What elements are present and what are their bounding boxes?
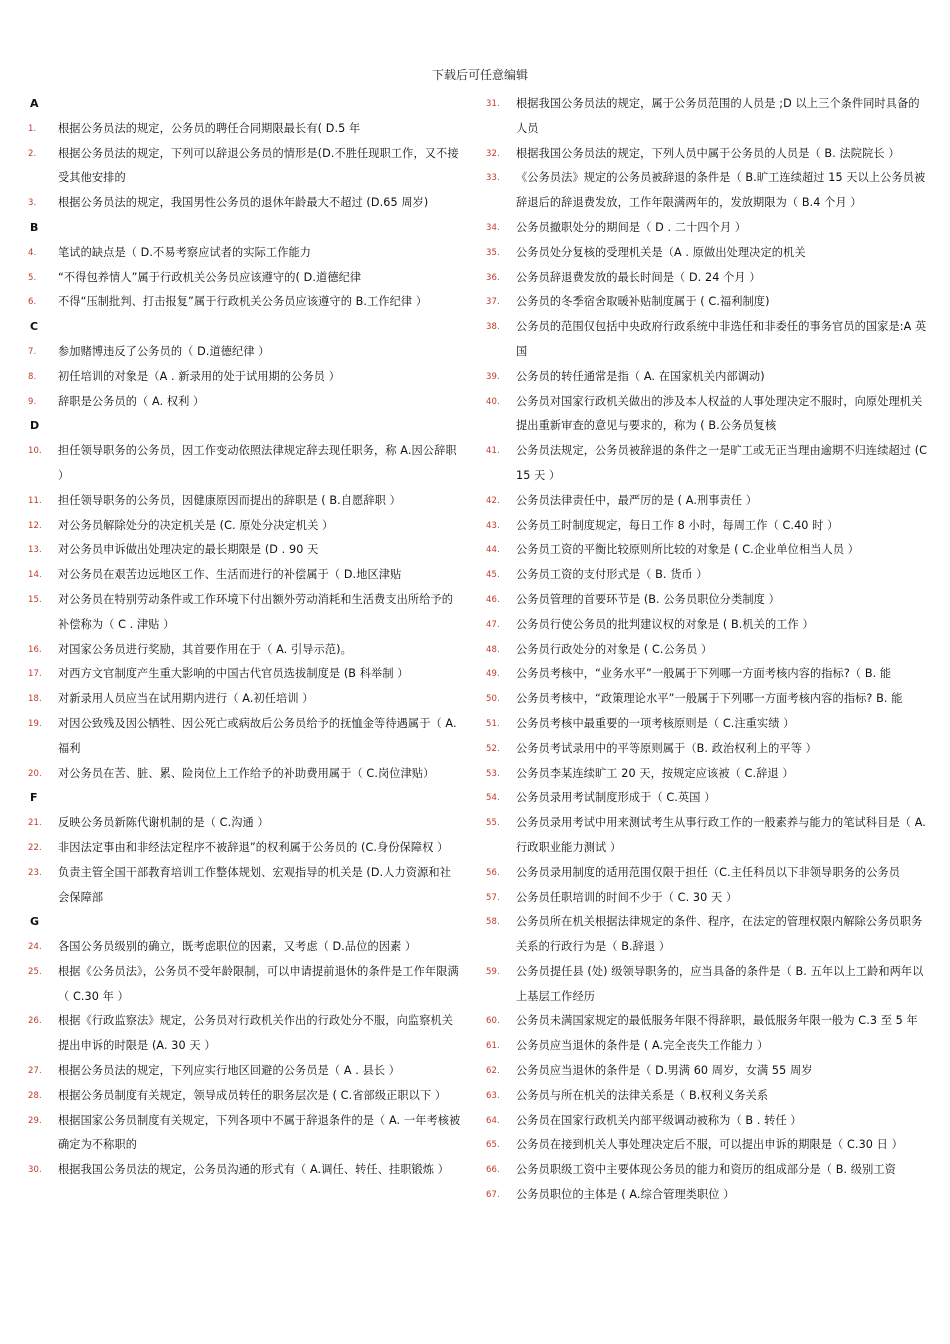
question-item [486,1158,928,1183]
question-item [486,166,928,216]
question-text: 公务员应当退休的条件是（ D.男满 60 周岁，女满 55 周岁 [516,1064,813,1078]
question-text: 公务员对国家行政机关做出的涉及本人权益的人事处理决定不服时，向原处理机关提出重新审查的意见与要求的，称为 ( B.公务员复核 [516,394,923,433]
question-number: 29. [28,1115,42,1126]
question-item [28,960,462,1010]
question-item [28,1009,462,1059]
question-text: 对公务员解除处分的决定机关是 (C. 原处分决定机关 ） [58,518,334,532]
question-item [486,390,928,440]
question-item [28,1059,462,1084]
question-item [28,836,462,861]
question-text: 根据我国公务员法的规定，公务员沟通的形式有（ A.调任、转任、挂职锻炼 ） [58,1163,450,1177]
question-number: 5. [28,272,37,283]
question-number: 14. [28,570,42,581]
question-text: 根据《公务员法》，公务员不受年龄限制，可以申请提前退休的条件是工作年限满（ C.30 年 ） [58,964,459,1003]
question-text: 对公务员在艰苦边远地区工作、生活而进行的补偿属于（ D.地区津贴 [58,568,402,582]
question-number: 39. [486,371,500,382]
question-number: 33. [486,173,500,184]
question-text: 各国公务员级别的确立，既考虑职位的因素，又考虑（ D.品位的因素 ） [58,940,417,954]
question-number: 10. [28,446,42,457]
question-number: 16. [28,644,42,655]
question-number: 64. [486,1115,500,1126]
question-item [28,191,462,216]
question-number: 65. [486,1140,500,1151]
question-text: 公务员工资的支付形式是（ B. 货币 ） [516,568,708,582]
question-text: 不得“压制批判、打击报复”属于行政机关公务员应该遵守的 B.工作纪律 ） [58,295,428,309]
question-text: 公务员行使公务员的批判建议权的对象是 ( B.机关的工作 ） [516,617,814,631]
question-text: 公务员录用制度的适用范围仅限于担任（C.主任科员以下非领导职务的公务员 [516,865,901,879]
question-number: 32. [486,148,500,159]
question-number: 17. [28,669,42,680]
question-number: 62. [486,1066,500,1077]
question-item [486,1059,928,1084]
question-number: 40. [486,396,500,407]
question-item [28,662,462,687]
question-item [486,712,928,737]
question-item [486,142,928,167]
question-text: 对因公致残及因公牺牲、因公死亡或病故后公务员给予的抚恤金等待遇属于（ A.福利 [58,716,457,755]
question-number: 46. [486,594,500,605]
question-item [486,1109,928,1134]
right-column [486,92,928,1208]
question-item [28,1109,462,1159]
question-item [28,712,462,762]
question-number: 8. [28,371,37,382]
question-text: 公务员辞退费发放的最长时间是（ D. 24 个月 ） [516,270,761,284]
question-text: 公务员的转任通常是指（ A. 在国家机关内部调动) [516,369,765,383]
question-number: 66. [486,1165,500,1176]
question-text: 公务员未满国家规定的最低服务年限不得辞职，最低服务年限一般为 C.3 至 5 年 [516,1014,918,1028]
question-number: 37. [486,297,500,308]
question-number: 3. [28,198,37,209]
question-item [486,439,928,489]
question-item [486,613,928,638]
question-number: 20. [28,768,42,779]
section-letter: B [30,220,39,234]
question-item [486,786,928,811]
question-number: 6. [28,297,37,308]
question-item [28,563,462,588]
question-number: 61. [486,1041,500,1052]
question-number: 18. [28,694,42,705]
question-text: 担任领导职务的公务员，因工作变动依照法律规定辞去现任职务，称 A.因公辞职 ） [58,444,457,482]
question-text: 公务员录用考试中用来测试考生从事行政工作的一般素养与能力的笔试科目是（ A. 行政职业能力测试 ） [516,816,926,854]
question-text: 公务员处分复核的受理机关是（A . 原做出处理决定的机关 [516,245,806,259]
question-text: 对公务员申诉做出处理决定的最长期限是 (D . 90 天 [58,543,319,557]
question-item [28,439,462,489]
question-text: 辞职是公务员的（ A. 权利 ） [58,394,205,408]
question-item [486,290,928,315]
question-text: 参加赌博违反了公务员的（ D.道德纪律 ） [58,344,270,358]
question-item [486,662,928,687]
question-text: 公务员撤职处分的期间是（ D . 二十四个月 ） [516,220,747,234]
question-number: 23. [28,867,42,878]
question-number: 45. [486,570,500,581]
question-item [28,538,462,563]
question-item [486,241,928,266]
question-text: 根据公务员制度有关规定，领导成员转任的职务层次是 ( C.省部级正职以下 ） [58,1088,447,1102]
question-text: 笔试的缺点是（ D.不易考察应试者的实际工作能力 [58,245,312,259]
question-number: 22. [28,842,42,853]
question-number: 41. [486,446,500,457]
question-text: 公务员法规定，公务员被辞退的条件之一是旷工或无正当理由逾期不归连续超过 (C 15 天 ） [516,444,928,482]
question-item [28,514,462,539]
question-text: 负责主管全国干部教育培训工作整体规划、宏观指导的机关是 (D.人力资源和社会保障部 [58,865,451,904]
question-number: 52. [486,743,500,754]
question-text: 公务员李某连续旷工 20 天，按规定应该被（ C.辞退 ） [516,766,794,780]
question-text: 反映公务员新陈代谢机制的是（ C.沟通 ） [58,816,269,830]
question-number: 58. [486,917,500,928]
question-text: 公务员工时制度规定，每日工作 8 小时，每周工作（ C.40 时 ） [516,518,839,532]
question-text: 公务员录用考试制度形成于（ C.英国 ） [516,791,716,805]
section-letter: A [30,97,39,110]
question-item [28,266,462,291]
page-title: 下载后可任意编辑 [431,68,528,82]
question-number: 34. [486,222,500,233]
question-item [486,910,928,960]
question-item [28,142,462,192]
question-number: 12. [28,520,42,531]
question-text: 根据公务员法的规定，下列应实行地区回避的公务员是（ A . 县长 ） [58,1064,401,1078]
question-number: 31. [486,99,500,109]
question-text: 公务员职级工资中主要体现公务员的能力和资历的组成部分是（ B. 级别工资 [516,1163,896,1177]
question-item [486,588,928,613]
question-number: 19. [28,718,42,729]
question-text: 根据国家公务员制度有关规定，下列各项中不属于辞退条件的是（ A. 一年考核被确定为不称职的 [58,1113,461,1152]
question-number: 36. [486,272,500,283]
question-text: 非因法定事由和非经法定程序不被辞退”的权利属于公务员的 (C.身份保障权 ） [58,840,449,854]
question-item [486,216,928,241]
question-number: 4. [28,247,37,258]
question-item [28,1084,462,1109]
question-item [28,290,462,315]
question-number: 2. [28,148,37,159]
question-item [28,687,462,712]
question-item [486,886,928,911]
question-item [486,92,928,142]
question-item [486,762,928,787]
question-text: 《公务员法》规定的公务员被辞退的条件是（ B.旷工连续超过 15 天以上公务员被辞退后的辞退费发放，工作年限满两年的，发放期限为（ B.4 个月 ） [516,171,926,210]
question-number: 48. [486,644,500,655]
question-item [486,1009,928,1034]
question-item [486,563,928,588]
question-text: 公务员在接到机关人事处理决定后不服，可以提出申诉的期限是（ C.30 日 ） [516,1138,903,1152]
question-number: 54. [486,793,500,804]
question-number: 26. [28,1016,42,1027]
question-item [486,315,928,365]
question-number: 21. [28,818,42,829]
question-number: 56. [486,867,500,878]
question-item [28,340,462,365]
question-number: 47. [486,619,500,630]
question-number: 7. [28,346,37,357]
question-text: 公务员在国家行政机关内部平级调动被称为（ B . 转任 ） [516,1113,802,1127]
question-text: 公务员工资的平衡比较原则所比较的对象是 ( C.企业单位相当人员 ） [516,543,860,557]
question-text: 公务员管理的首要环节是 (B. 公务员职位分类制度 ） [516,592,780,606]
section-letter: C [30,320,39,334]
question-text: 公务员的范围仅包括中央政府行政系统中非选任和非委任的事务官员的国家是:A 英国 [516,320,927,358]
question-item [28,1158,462,1183]
question-text: 公务员的冬季宿舍取暖补贴制度属于 ( C.福利制度) [516,295,770,309]
question-text: 公务员应当退休的条件是 ( A.完全丧失工作能力 ） [516,1039,769,1053]
question-text: 公务员提任县 (处) 级领导职务的，应当具备的条件是（ B. 五年以上工龄和两年以上基层工作经历 [516,964,924,1003]
question-text: 初任培训的对象是（A . 新录用的处于试用期的公务员 ） [58,369,340,383]
question-item [486,811,928,861]
question-text: 公务员与所在机关的法律关系是（ B.权利义务关系 [516,1088,769,1102]
question-number: 63. [486,1090,500,1101]
question-text: 对公务员在苦、脏、累、险岗位上工作给予的补助费用属于（ C.岗位津贴） [58,766,435,780]
question-item [486,489,928,514]
question-text: 公务员考核中，“政策理论水平”一般属于下列哪一方面考核内容的指标? B. 能 [516,692,903,706]
question-number: 13. [28,545,42,556]
question-item [28,390,462,415]
question-item [486,1034,928,1059]
question-number: 53. [486,768,500,779]
question-number: 44. [486,545,500,556]
question-item [486,638,928,663]
question-item [486,1084,928,1109]
question-text: 公务员考核中，“业务水平”一般属于下列哪一方面考核内容的指标?（ B. 能 [516,667,892,681]
section-letter: D [30,419,40,433]
question-text: 对新录用人员应当在试用期内进行（ A.初任培训 ） [58,692,314,706]
question-number: 25. [28,966,42,977]
question-item [28,241,462,266]
question-number: 43. [486,520,500,531]
question-item [28,638,462,663]
question-number: 60. [486,1016,500,1027]
question-number: 50. [486,694,500,705]
section-letter: G [30,915,40,929]
question-item [486,538,928,563]
question-number: 51. [486,718,500,729]
question-text: 公务员考核中最重要的一项考核原则是（ C.注重实绩 ） [516,716,795,730]
question-item [28,489,462,514]
question-number: 15. [28,594,42,605]
question-item [28,811,462,836]
question-text: 对公务员在特别劳动条件或工作环境下付出额外劳动消耗和生活费支出所给予的补偿称为（ C . 津贴 ） [58,592,454,631]
question-item [486,1183,928,1208]
question-item [486,266,928,291]
question-number: 1. [28,123,37,134]
question-item [28,762,462,787]
question-number: 55. [486,818,500,829]
question-text: 公务员职位的主体是 ( A.综合管理类职位 ） [516,1188,735,1202]
question-item [28,365,462,390]
question-number: 30. [28,1165,42,1176]
question-number: 67. [486,1190,500,1201]
question-text: 公务员法律责任中，最严厉的是 ( A.刑事责任 ） [516,493,758,507]
question-text: 根据我国公务员法的规定，下列人员中属于公务员的人员是（ B. 法院院长 ） [516,146,900,160]
question-item [28,861,462,911]
question-item [486,514,928,539]
question-number: 9. [28,396,37,407]
question-text: 根据公务员法的规定，公务员的聘任合同期限最长有( D.5 年 [58,121,361,135]
question-text: 对国家公务员进行奖励，其首要作用在于（ A. 引导示范)。 [58,642,352,656]
question-text: 公务员行政处分的对象是 ( C.公务员 ） [516,642,713,656]
question-number: 35. [486,247,500,258]
question-item [28,117,462,142]
question-item [486,737,928,762]
question-number: 42. [486,495,500,506]
question-item [486,365,928,390]
question-number: 38. [486,322,500,333]
question-text: 公务员考试录用中的平等原则属于（B. 政治权利上的平等 ） [516,741,817,755]
question-number: 11. [28,495,42,506]
question-text: 公务员所在机关根据法律规定的条件、程序，在法定的管理权限内解除公务员职务关系的行政行为是（ B.辞退 ） [516,915,923,954]
question-item [28,588,462,638]
question-number: 28. [28,1090,42,1101]
question-item [486,960,928,1010]
question-item [486,687,928,712]
question-number: 24. [28,942,42,953]
question-number: 27. [28,1066,42,1077]
question-text: 根据《行政监察法》规定，公务员对行政机关作出的行政处分不服，向监察机关提出申诉的时限是 (A. 30 天 ） [58,1014,454,1053]
question-number: 57. [486,892,500,903]
question-text: “不得包养情人”属于行政机关公务员应该遵守的( D.道德纪律 [58,270,362,284]
question-text: 根据我国公务员法的规定，属于公务员范围的人员是 ;D 以上三个条件同时具备的人员 [516,97,920,135]
question-item [486,1133,928,1158]
question-text: 根据公务员法的规定，下列可以辞退公务员的情形是(D.不胜任现职工作，又不接受其他安排的 [58,146,459,185]
question-number: 59. [486,966,500,977]
question-number: 49. [486,669,500,680]
question-text: 担任领导职务的公务员，因健康原因而提出的辞职是 ( B.自愿辞职 ） [58,493,401,507]
left-column [28,92,462,1183]
question-text: 对西方文官制度产生重大影响的中国古代官员选拔制度是 (B 科举制 ） [58,667,409,681]
question-text: 根据公务员法的规定，我国男性公务员的退休年龄最大不超过 (D.65 周岁) [58,196,429,210]
question-item [28,935,462,960]
question-text: 公务员任职培训的时间不少于（ C. 30 天 ） [516,890,738,904]
question-item [486,861,928,886]
section-letter: F [30,791,38,805]
